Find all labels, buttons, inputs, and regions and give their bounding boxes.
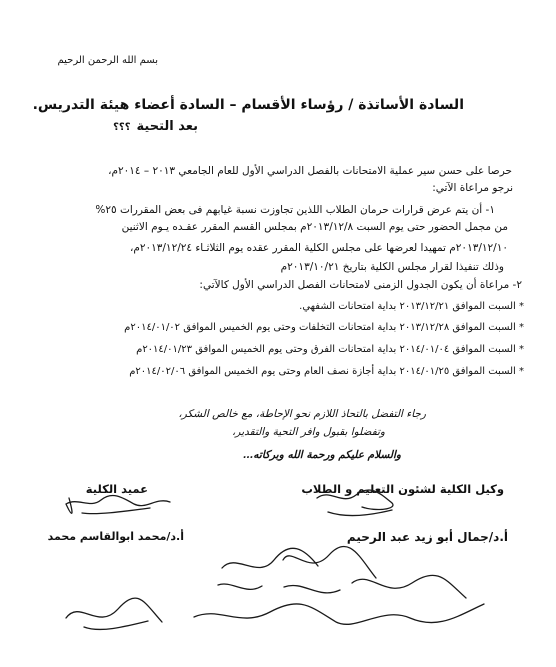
basmala: بسم الله الرحمن الرحيم bbox=[57, 55, 158, 66]
vice-dean-title: وكيل الكلية لشئون التعليم و الطلاب bbox=[301, 482, 504, 496]
dean-name: أ.د/محمد ابوالقاسم محمد bbox=[47, 530, 184, 543]
closing-line-2: وتفضلوا بقبول وافر التحية والتقدير، bbox=[232, 426, 385, 438]
vice-dean-name: أ.د/جمال أبو زيد عبد الرحيم bbox=[346, 530, 508, 544]
item1-line-2: من مجمل الحضور حتى يوم السبت ٢٠١٣/١٢/٨م بمجلس القسم المقرر عقـده يـوم الاثنين bbox=[121, 221, 508, 233]
item1-line-4: وذلك تنفيذا لقرار مجلس الكلية بتاريخ ٢٠١٣/١٠/٢١م bbox=[280, 261, 504, 273]
closing-line-1: رجاء التفضل بالتحاذ اللازم نحو الإحاطة، مع خالص الشكر، bbox=[178, 408, 426, 420]
greeting-heading bbox=[113, 120, 198, 133]
intro-line-2: نرجو مراعاة الآتي: bbox=[432, 182, 513, 194]
schedule-bullet: * السبت الموافق ٢٠١٤/٠١/٠٤ بداية امتحانات الفرق وحتى يوم الخميس الموافق ٢٠١٤/٠١/٢٣م bbox=[136, 344, 524, 355]
item1-line-3: ٢٠١٣/١٢/١٠م تمهيدا لعرضها على مجلس الكلية المقرر عقده يوم الثلاثـاء ٢٠١٣/١٢/٢٤م، bbox=[129, 242, 508, 254]
greeting-marks: ؟؟؟ bbox=[113, 122, 131, 133]
addressees-heading: السادة الأساتذة / رؤساء الأقسام – السادة أعضاء هيئة التدريس. bbox=[32, 97, 464, 113]
greeting-text: بعد التحية bbox=[136, 119, 198, 134]
dean-title: عميد الكلية bbox=[85, 482, 148, 496]
item1-line-1: ١- أن يتم عرض قرارات حرمان الطلاب اللذين تجاوزت نسبة غيابهم فى بعض المقررات ٢٥% bbox=[95, 204, 495, 216]
item2-line-1: ٢- مراعاة أن يكون الجدول الزمنى لامتحانات الفصل الدراسي الأول كالآتي: bbox=[199, 279, 522, 291]
schedule-bullet: * السبت الموافق ٢٠١٣/١٢/٢١ بداية امتحانات الشفهي. bbox=[299, 301, 524, 312]
schedule-bullet: * السبت الموافق ٢٠١٣/١٢/٢٨ بداية امتحانات التخلفات وحتى يوم الخميس الموافق ٢٠١٤/٠١/٠٢م bbox=[124, 322, 524, 333]
closing-line-3: والسلام عليكم ورحمة الله وبركاته… bbox=[242, 449, 401, 461]
schedule-bullet: * السبت الموافق ٢٠١٤/٠١/٢٥ بداية أجازة نصف العام وحتى يوم الخميس الموافق ٢٠١٤/٠٢/٠٦م bbox=[129, 366, 524, 377]
intro-line-1: حرصا على حسن سير عملية الامتحانات بالفصل الدراسي الأول للعام الجامعي ٢٠١٣ – ٢٠١٤م، bbox=[108, 165, 512, 177]
